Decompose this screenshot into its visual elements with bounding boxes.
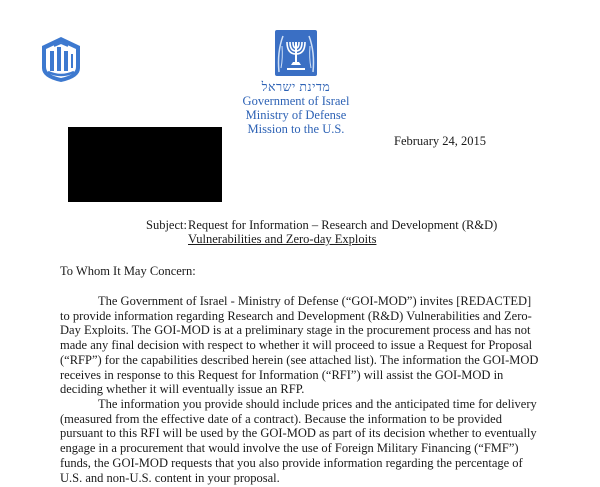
menorah-emblem-icon (273, 28, 319, 78)
subject-line-2: Vulnerabilities and Zero-day Exploits (188, 232, 377, 246)
letterhead-mission: Mission to the U.S. (247, 122, 345, 136)
letter-date: February 24, 2015 (394, 134, 486, 148)
paragraph-text: The Government of Israel - Ministry of Defense (“GOI-MOD”) invites [REDACTED] to provide information regarding Research and Development (R&D) Vulnerabilities and Zero-Day Exploits. The GOI-MOD is at a preliminary stage in the procurement process and has not made any final decision with respect to whether it will proceed to issue a Request for Proposal (“RFP”) for the capabilities described herein (see attached list). The information the GOI-MOD receives in response to this Request for Information (“RFI”) will assist the GOI-MOD in deciding whether it will eventually issue an RFP. (60, 294, 539, 397)
paragraph-text: The information you provide should include prices and the anticipated time for delivery (measured from the effective date of a contract). Because the information to be provided pursuant to this RFI will be used by the GOI-MOD as part of its decision whether to eventually engage in a procurement that would involve the use of Foreign Military Financing (“FMF”) funds, the GOI-MOD requests that you also provide information regarding the percentage of U.S. and non-U.S. content in your proposal. (60, 397, 537, 485)
subject-label: Subject: (146, 218, 187, 232)
subject-block (146, 218, 497, 246)
ministry-of-defense-logo-icon (36, 34, 86, 84)
letterhead-ministry: Ministry of Defense (245, 108, 347, 122)
letterhead-government: Government of Israel (242, 94, 350, 108)
redaction-block (68, 127, 222, 202)
letterhead-hebrew-name: מדינת ישראל (261, 80, 331, 94)
greeting: To Whom It May Concern: (60, 264, 196, 278)
subject-line-1: Request for Information – Research and Development (R&D) (188, 218, 498, 232)
body-paragraph-1 (60, 294, 544, 397)
body-paragraph-2 (60, 397, 544, 485)
